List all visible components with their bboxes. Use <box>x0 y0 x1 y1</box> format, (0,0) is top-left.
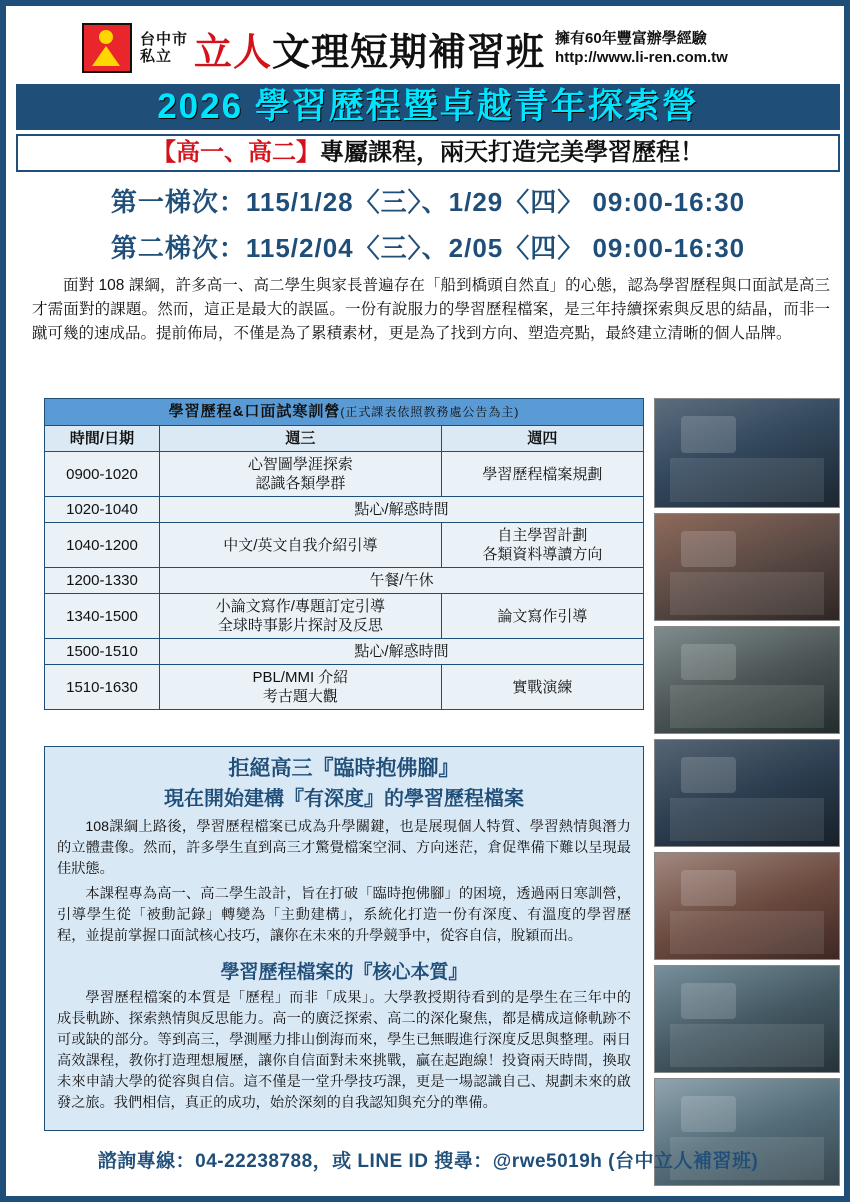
schedule-header-thu: 週四 <box>441 426 643 452</box>
row-time: 0900-1020 <box>45 452 160 497</box>
school-name-rest: 文理短期補習班 <box>272 31 546 74</box>
school-name-highlight: 立人 <box>194 31 273 74</box>
panel-paragraph-2: 本課程專為高一、高二學生設計，旨在打破「臨時抱佛腳」的困境，透過兩日寒訓營，引導學生從「被動記錄」轉變為「主動建構」，系統化打造一份有深度、有溫度的學習歷程，並提前掌握口面試核心技巧，讓你在未來的升學競爭中，從容自信，脫穎而出。 <box>57 886 631 944</box>
row-wed: PBL/MMI 介紹 考古題大觀 <box>160 665 442 710</box>
subtitle-grade-label: 【高一、高二】 <box>152 139 320 166</box>
photo-column <box>654 398 840 1191</box>
schedule-title-row <box>45 399 644 426</box>
description-panel <box>44 746 644 1131</box>
page-title: 2026 學習歷程暨卓越青年探索營 <box>16 84 840 130</box>
students-hallway-photo <box>654 626 840 734</box>
row-full: 點心/解惑時間 <box>160 639 644 665</box>
table-row <box>45 665 644 710</box>
row-time: 1040-1200 <box>45 523 160 568</box>
panel-heading-2: 學習歷程檔案的『核心本質』 <box>220 962 468 983</box>
page-subtitle <box>16 134 840 172</box>
row-time: 1200-1330 <box>45 568 160 594</box>
row-thu: 學習歷程檔案規劃 <box>441 452 643 497</box>
group-work-photo <box>654 852 840 960</box>
schedule-header-time: 時間/日期 <box>45 426 160 452</box>
school-private-label: 私立 <box>140 48 173 65</box>
lecture-room-photo <box>654 739 840 847</box>
row-thu: 自主學習計劃 各類資料導讀方向 <box>441 523 643 568</box>
schedule-table-wrapper <box>44 398 644 710</box>
table-row <box>45 452 644 497</box>
header <box>16 14 840 82</box>
round-table-discussion-photo <box>654 965 840 1073</box>
row-wed: 中文/英文自我介紹引導 <box>160 523 442 568</box>
table-row <box>45 639 644 665</box>
row-thu: 論文寫作引導 <box>441 594 643 639</box>
session-2: 第二梯次：115/2/04〈三〉、2/05〈四〉 09:00-16:30 <box>110 233 746 263</box>
panel-paragraph-1: 108課綱上路後，學習歷程檔案已成為升學關鍵，也是展現個人特質、學習熱情與潛力的立體畫像。然而，許多學生直到高三才驚覺檔案空洞、方向迷茫，倉促準備下難以呈現最佳狀態。 <box>57 819 631 877</box>
row-time: 1340-1500 <box>45 594 160 639</box>
panel-heading-line1: 拒絕高三『臨時抱佛腳』 <box>228 757 460 780</box>
website-url[interactable]: http://www.li-ren.com.tw <box>555 49 728 66</box>
row-full: 點心/解惑時間 <box>160 497 644 523</box>
school-name-main <box>194 21 545 76</box>
panel-heading-line2: 現在開始建構『有深度』的學習歷程檔案 <box>164 788 524 810</box>
school-city-label: 台中市 <box>140 31 189 48</box>
subtitle-text: 專屬課程，兩天打造完美學習歷程！ <box>320 139 704 166</box>
row-time: 1510-1630 <box>45 665 160 710</box>
session-1: 第一梯次：115/1/28〈三〉、1/29〈四〉 09:00-16:30 <box>110 187 746 217</box>
intro-paragraph: 面對 108 課綱，許多高一、高二學生與家長普遍存在「船到橋頭自然直」的心態，認為學習歷程與口面試是高三才需面對的課題。然而，這正是最大的誤區。一份有說服力的學習歷程檔案，是三年持續探索與反思的結晶，而非一蹴可幾的速成品。提前佈局，不僅是為了累積素材，更是為了找到方向、塑造亮點，最終建立清晰的個人品牌。 <box>32 277 830 342</box>
schedule-header-wed: 週三 <box>160 426 442 452</box>
classroom-discussion-photo <box>654 513 840 621</box>
row-wed: 心智圖學涯探索 認識各類學群 <box>160 452 442 497</box>
row-full: 午餐/午休 <box>160 568 644 594</box>
row-time: 1500-1510 <box>45 639 160 665</box>
table-row <box>45 497 644 523</box>
schedule-title-note: (正式課表依照教務處公告為主) <box>340 405 520 419</box>
table-row <box>45 568 644 594</box>
table-row <box>45 523 644 568</box>
panel-paragraph-3: 學習歷程檔案的本質是「歷程」而非「成果」。大學教授期待看到的是學生在三年中的成長軌跡、探索熱情與反思能力。高一的廣泛探索、高二的深化聚焦，都是構成這條軌跡不可或缺的部分。等到高三，學測壓力排山倒海而來，學生已無暇進行深度反思與整理。兩日高效課程，教你打造理想履歷，讓你自信面對未來挑戰，贏在起跑線！投資兩天時間，換取未來申請大學的從容與自信。這不僅是一堂升學技巧課，更是一場認識自己、規劃未來的啟發之旅。我們相信，真正的成功，始於深刻的自我認知與充分的準備。 <box>57 990 631 1111</box>
schedule-header-row <box>45 426 644 452</box>
experience-text: 擁有60年豐富辦學經驗 <box>555 30 707 47</box>
contact-footer[interactable]: 諮詢專線：04-22238788，或 LINE ID 搜尋：@rwe5019h (台中立人補習班) <box>97 1151 759 1172</box>
row-time: 1020-1040 <box>45 497 160 523</box>
school-logo-icon <box>82 23 132 73</box>
school-name-small <box>140 31 188 65</box>
header-tagline <box>555 29 728 67</box>
schedule-title-cell <box>45 399 644 426</box>
row-thu: 實戰演練 <box>441 665 643 710</box>
classroom-projector-photo <box>654 398 840 508</box>
schedule-table <box>44 398 644 710</box>
table-row <box>45 594 644 639</box>
schedule-title-text: 學習歷程&口面試寒訓營 <box>168 403 341 420</box>
row-wed: 小論文寫作/專題訂定引導 全球時事影片探討及反思 <box>160 594 442 639</box>
